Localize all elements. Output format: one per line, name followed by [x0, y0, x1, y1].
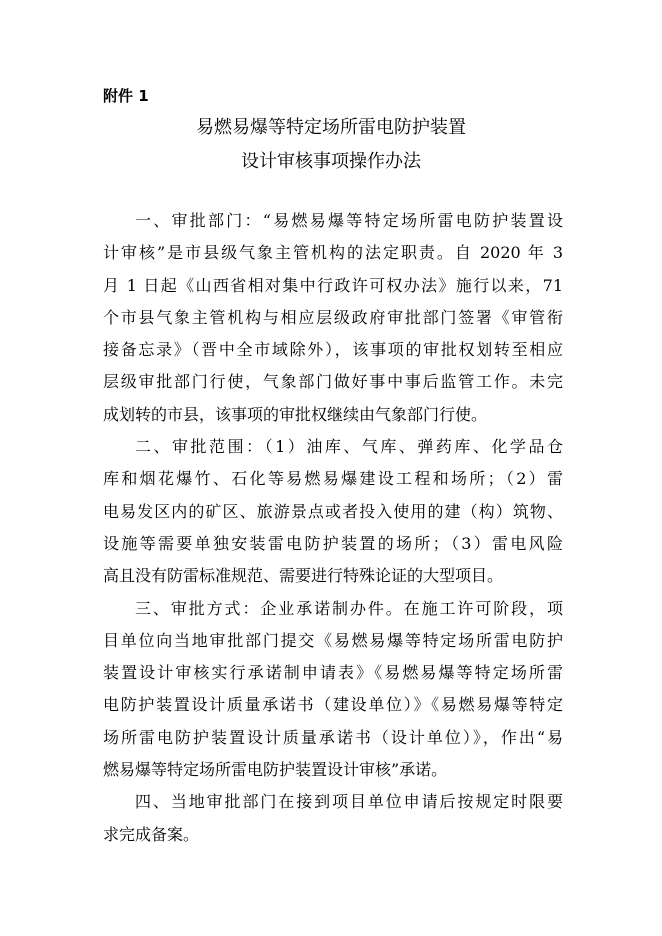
document-title-line-1: 易燃易爆等特定场所雷电防护装置 [196, 117, 466, 138]
paragraph-line: 场所雷电防护装置设计质量承诺书（设计单位）》，作出“易 [103, 727, 563, 747]
paragraph-approval-scope [103, 431, 563, 592]
paragraph-line: 二、审批范围：（1）油库、气库、弹药库、化学品仓 [135, 437, 563, 457]
paragraph-approval-department [103, 205, 563, 431]
paragraph-line: 电易发区内的矿区、旅游景点或者投入使用的建（构）筑物、 [103, 501, 563, 521]
attachment-label: 附件 1 [103, 87, 149, 105]
paragraph-filing [103, 786, 563, 851]
paragraph-line: 月 1 日起《山西省相对集中行政许可权办法》施行以来，71 [103, 275, 563, 295]
paragraph-line: 目单位向当地审批部门提交《易燃易爆等特定场所雷电防护 [103, 630, 563, 650]
document-body [103, 205, 563, 851]
paragraph-line: 一、审批部门：“易燃易爆等特定场所雷电防护装置设 [135, 211, 563, 230]
paragraph-line: 设施等需要单独安装雷电防护装置的场所；（3）雷电风险 [103, 533, 563, 553]
paragraph-approval-method [103, 593, 563, 787]
paragraph-line: 电防护装置设计质量承诺书（建设单位）》《易燃易爆等特定 [103, 695, 563, 715]
paragraph-line: 接备忘录》（晋中全市域除外），该事项的审批权划转至相应 [103, 340, 563, 360]
paragraph-line: 计审核”是市县级气象主管机构的法定职责。自 2020 年 3 [103, 243, 563, 263]
paragraph-line: 成划转的市县，该事项的审批权继续由气象部门行使。 [103, 404, 488, 424]
paragraph-line: 装置设计审核实行承诺制申请表》《易燃易爆等特定场所雷 [103, 663, 563, 683]
paragraph-line: 高且没有防雷标准规范、需要进行特殊论证的大型项目。 [103, 566, 504, 586]
paragraph-line: 四、当地审批部门在接到项目单位申请后按规定时限要 [135, 792, 563, 812]
paragraph-line: 库和烟花爆竹、石化等易燃易爆建设工程和场所；（2）雷 [103, 469, 563, 489]
document-title-line-2: 设计审核事项操作办法 [241, 151, 421, 172]
paragraph-line: 层级审批部门行使，气象部门做好事中事后监管工作。未完 [103, 372, 563, 392]
paragraph-line: 求完成备案。 [103, 824, 200, 844]
paragraph-line: 三、审批方式：企业承诺制办件。在施工许可阶段，项 [135, 598, 563, 618]
paragraph-line: 个市县气象主管机构与相应层级政府审批部门签署《审管衔 [103, 307, 563, 327]
paragraph-line: 燃易爆等特定场所雷电防护装置设计审核”承诺。 [103, 760, 448, 780]
